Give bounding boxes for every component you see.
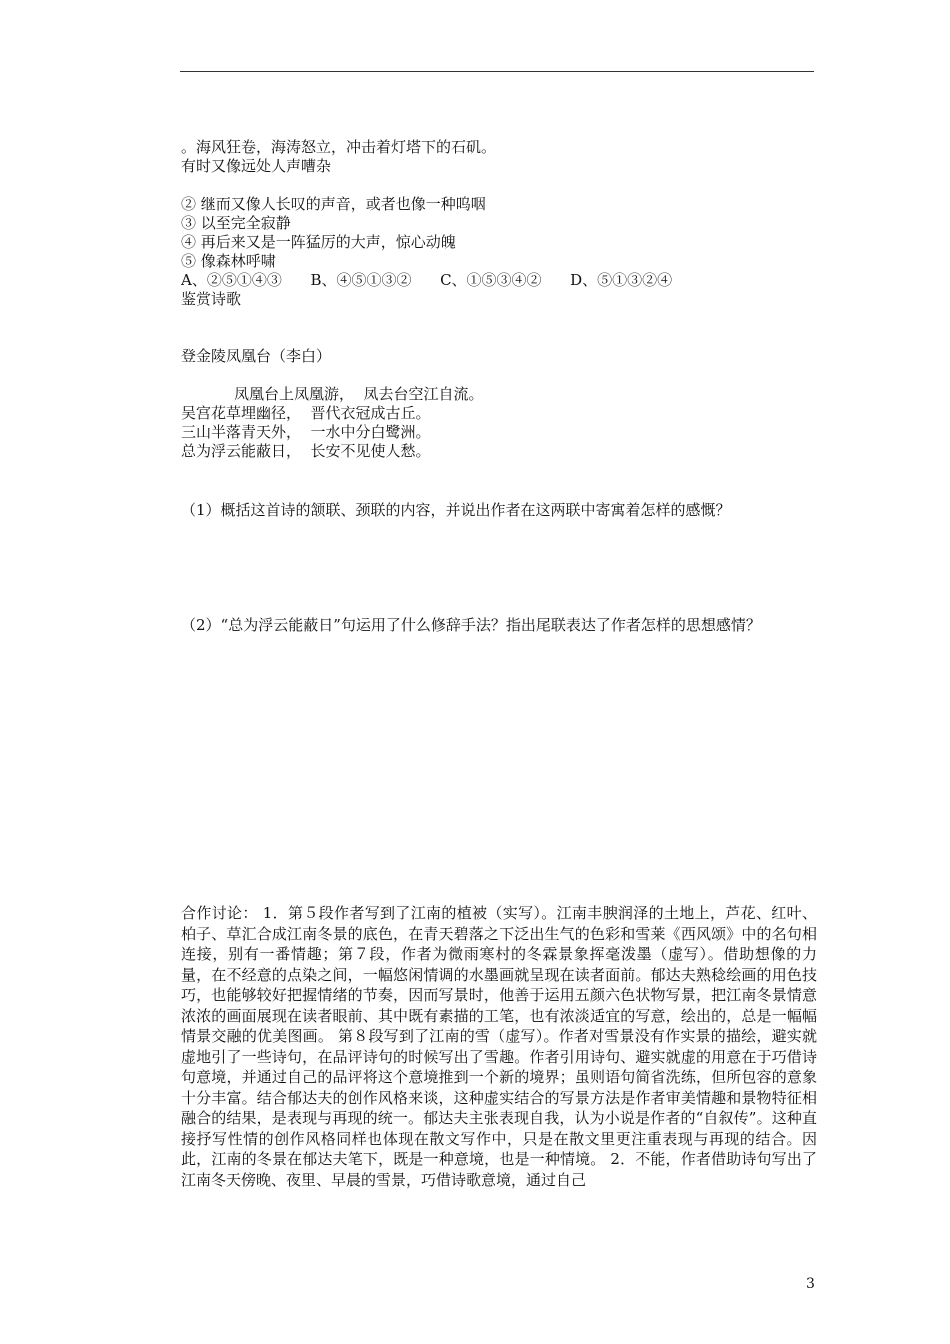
poem-verse: 总为浮云能蔽日， 长安不见使人愁。 bbox=[181, 442, 431, 460]
text-line: 。海风狂卷，海涛怒立，冲击着灯塔下的石矶。 bbox=[181, 138, 497, 156]
poem-verse: 三山半落青天外， 一水中分白鹭洲。 bbox=[181, 423, 431, 441]
option-line: ② 继而又像人长叹的声音，或者也像一种呜咽 bbox=[181, 195, 486, 213]
question-2: （2）“总为浮云能蔽日”句运用了什么修辞手法？指出尾联表达了作者怎样的思想感情？ bbox=[181, 616, 761, 634]
poem-verse: 吴宫花草埋幽径， 晋代衣冠成古丘。 bbox=[181, 404, 431, 422]
discussion-paragraph: 合作讨论： 1．第５段作者写到了江南的植被（实写）。江南丰腴润泽的土地上，芦花、红叶、柏子、草汇合成江南冬景的底色，在青天碧落之下泛出生气的色彩和雪莱《西风颂》中的名句相连接，别有一番情趣；第７段，作者为微雨寒村的冬霖景象挥毫泼墨（虚写）。借助想像的力量，在不经意的点染之间，一幅悠闲情调的水墨画就呈现在读者面前。郁达夫熟稔绘画的用色技巧，也能够较好把握情绪的节奏，因而写景时，他善于运用五颜六色状物写景，把江南冬景情意浓浓的画面展现在读者眼前、其中既有素描的工笔，也有浓淡适宜的写意，绘出的，总是一幅幅情景交融的优美图画。 第８段写到了江南的雪（虚写）。作者对雪景没有作实景的描绘，避实就虚地引了一些诗句，在品评诗句的时候写出了雪趣。作者引用诗句、避实就虚的用意在于巧借诗句意境，并通过自己的品评将这个意境推到一个新的境界；虽则语句简省洗练，但所包容的意象十分丰富。结合郁达夫的创作风格来谈，这种虚实结合的写景方法是作者审美情趣和景物特征相融合的结果，是表现与再现的统一。郁达夫主张表现自我，认为小说是作者的“自叙传”。这种直接抒写性情的创作风格同样也体现在散文写作中，只是在散文里更注重表现与再现的结合。因此，江南的冬景在郁达夫笔下，既是一种意境，也是一种情境。 2．不能，作者借助诗句写出了江南冬天傍晚、夜里、早晨的雪景，巧借诗歌意境，通过自己 bbox=[181, 904, 817, 1189]
poem-verse: 凤凰台上凤凰游， 凤去台空江自流。 bbox=[234, 385, 484, 403]
option-line: ⑤ 像森林呼啸 bbox=[181, 252, 276, 270]
header-rule bbox=[180, 71, 814, 72]
text-line: 有时又像远处人声嘈杂 bbox=[181, 157, 332, 175]
question-1: （1）概括这首诗的颔联、颈联的内容，并说出作者在这两联中寄寓着怎样的感慨？ bbox=[181, 501, 731, 519]
option-line: ④ 再后来又是一阵猛厉的大声，惊心动魄 bbox=[181, 233, 456, 251]
option-line: ③ 以至完全寂静 bbox=[181, 214, 291, 232]
page-number: 3 bbox=[806, 1276, 815, 1292]
section-heading: 鉴赏诗歌 bbox=[181, 290, 242, 308]
answer-choices: A、②⑤①④③ B、④⑤①③② C、①⑤③④② D、⑤①③②④ bbox=[181, 271, 673, 289]
poem-title: 登金陵凤凰台（李白） bbox=[181, 347, 332, 365]
